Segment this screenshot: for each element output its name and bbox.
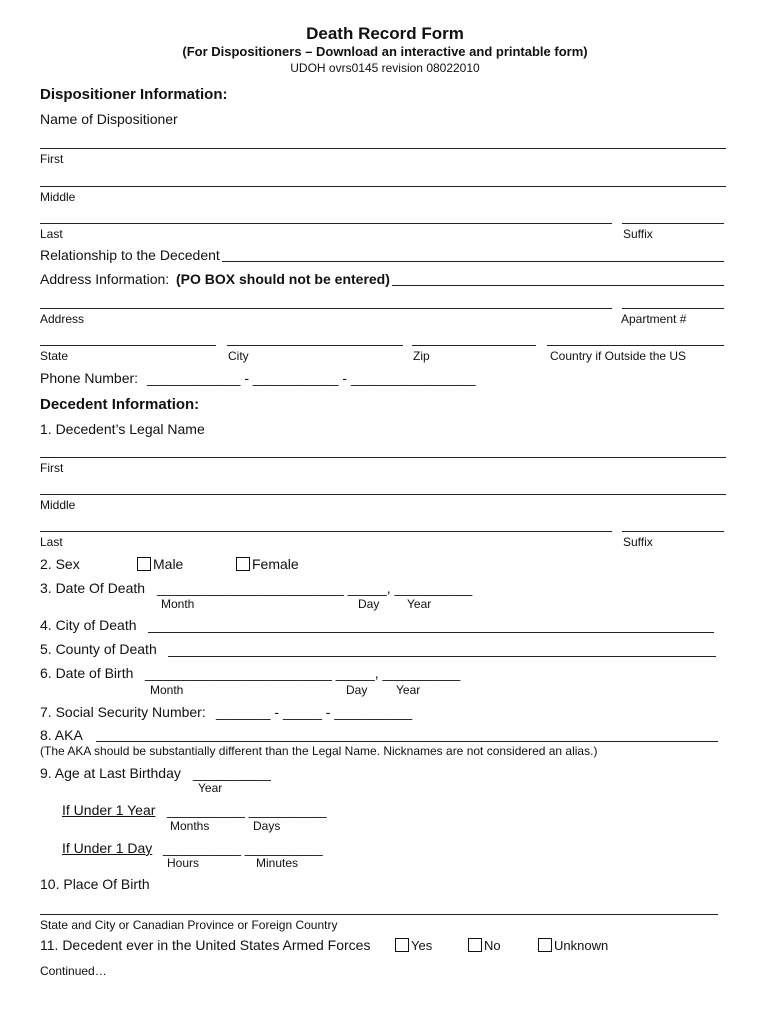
death-day-caption: Day (358, 597, 380, 611)
country-caption: Country if Outside the US (550, 349, 687, 363)
dispositioner-last-field[interactable] (40, 223, 612, 224)
legal-name-label: 1. Decedent’s Legal Name (40, 421, 205, 437)
decedent-heading: Decedent Information: (40, 396, 200, 413)
female-checkbox[interactable] (236, 557, 250, 571)
decedent-last-caption: Last (40, 535, 63, 549)
form-revision: UDOH ovrs0145 revision 08022010 (290, 61, 480, 75)
city-caption: City (228, 349, 249, 363)
birth-month-caption: Month (150, 683, 184, 697)
male-label: Male (153, 556, 184, 572)
minutes-caption: Minutes (256, 856, 299, 870)
birth-day-caption: Day (346, 683, 368, 697)
under-one-day-label: If Under 1 Day (62, 840, 153, 856)
birth-year-caption: Year (396, 683, 421, 697)
decedent-suffix-caption: Suffix (623, 535, 653, 549)
decedent-first-caption: First (40, 461, 64, 475)
state-caption: State (40, 349, 69, 363)
armed-forces-yes-label: Yes (411, 938, 433, 953)
state-field[interactable] (40, 345, 216, 346)
hours-caption: Hours (167, 856, 200, 870)
ssn-label: 7. Social Security Number: (40, 704, 206, 720)
dispositioner-suffix-caption: Suffix (623, 227, 653, 241)
sex-label: 2. Sex (40, 556, 80, 572)
address-field[interactable] (40, 308, 612, 309)
country-field[interactable] (547, 345, 724, 346)
armed-forces-yes-checkbox[interactable] (395, 938, 409, 952)
age-year-caption: Year (198, 781, 223, 795)
decedent-last-field[interactable] (40, 531, 612, 532)
under-one-day-field[interactable]: __________ __________ (163, 840, 323, 856)
continued-note: Continued… (40, 964, 107, 978)
dispositioner-heading: Dispositioner Information: (40, 86, 228, 103)
armed-forces-unknown-checkbox[interactable] (538, 938, 552, 952)
female-label: Female (252, 556, 299, 572)
decedent-suffix-field[interactable] (622, 531, 724, 532)
armed-forces-no-checkbox[interactable] (468, 938, 482, 952)
ssn-field[interactable]: _______ - _____ - __________ (216, 704, 413, 720)
dispositioner-middle-caption: Middle (40, 190, 76, 204)
date-of-death-field[interactable]: ________________________ _____, __________ (157, 580, 473, 596)
under-one-year-field[interactable]: __________ __________ (167, 802, 327, 818)
relationship-label: Relationship to the Decedent (40, 247, 220, 263)
form-title: Death Record Form (306, 24, 464, 43)
aka-label: 8. AKA (40, 727, 83, 743)
zip-caption: Zip (413, 349, 430, 363)
place-of-birth-label: 10. Place Of Birth (40, 876, 150, 892)
po-box-note: (PO BOX should not be entered) (176, 271, 390, 287)
decedent-middle-field[interactable] (40, 494, 726, 495)
address-caption: Address (40, 312, 85, 326)
aka-field[interactable] (96, 741, 718, 742)
form-subtitle: (For Dispositioners – Download an interactive and printable form) (182, 44, 588, 59)
dispositioner-name-label: Name of Dispositioner (40, 111, 178, 127)
armed-forces-no-label: No (484, 938, 501, 953)
age-field[interactable]: __________ (193, 765, 271, 781)
phone-field[interactable]: ____________ - ___________ - ________________ (147, 370, 476, 386)
death-month-caption: Month (161, 597, 195, 611)
address-info-field[interactable] (392, 285, 724, 286)
county-of-death-label: 5. County of Death (40, 641, 157, 657)
apartment-caption: Apartment # (621, 312, 687, 326)
dispositioner-last-caption: Last (40, 227, 63, 241)
place-of-birth-field[interactable] (40, 914, 718, 915)
armed-forces-unknown-label: Unknown (554, 938, 609, 953)
decedent-middle-caption: Middle (40, 498, 76, 512)
date-of-birth-label: 6. Date of Birth (40, 665, 134, 681)
address-info-label: Address Information: (40, 271, 170, 287)
date-of-death-label: 3. Date Of Death (40, 580, 146, 596)
dispositioner-middle-field[interactable] (40, 186, 726, 187)
decedent-first-field[interactable] (40, 457, 726, 458)
place-of-birth-caption: State and City or Canadian Province or Foreign Country (40, 918, 338, 932)
dispositioner-first-field[interactable] (40, 148, 726, 149)
apartment-field[interactable] (622, 308, 724, 309)
dispositioner-first-caption: First (40, 152, 64, 166)
relationship-field[interactable] (222, 261, 724, 262)
armed-forces-label: 11. Decedent ever in the United States Armed Forces (40, 937, 371, 953)
age-label: 9. Age at Last Birthday (40, 765, 181, 781)
city-of-death-label: 4. City of Death (40, 617, 137, 633)
dispositioner-suffix-field[interactable] (622, 223, 724, 224)
male-checkbox[interactable] (137, 557, 151, 571)
city-field[interactable] (227, 345, 403, 346)
months-caption: Months (170, 819, 210, 833)
zip-field[interactable] (412, 345, 536, 346)
city-of-death-field[interactable] (148, 632, 714, 633)
under-one-year-label: If Under 1 Year (62, 802, 156, 818)
phone-label: Phone Number: (40, 370, 139, 386)
death-year-caption: Year (407, 597, 432, 611)
aka-note: (The AKA should be substantially different than the Legal Name. Nicknames are not considered an alias.) (40, 744, 598, 758)
county-of-death-field[interactable] (168, 656, 716, 657)
date-of-birth-field[interactable]: ________________________ _____, __________ (145, 665, 461, 681)
days-caption: Days (253, 819, 281, 833)
